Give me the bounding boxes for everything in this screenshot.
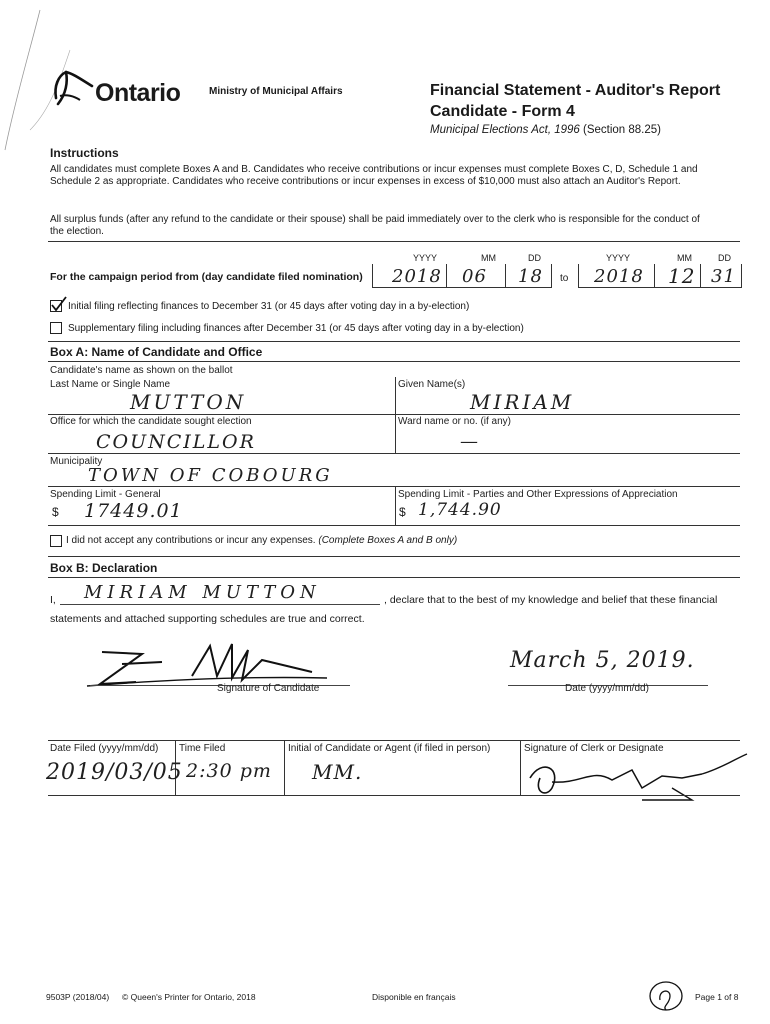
time-filed-label: Time Filed [179, 743, 226, 754]
date-field-border [578, 264, 579, 288]
declaration-text-line2: statements and attached supporting schedules are true and correct. [50, 613, 365, 625]
col-yyyy-from: YYYY [413, 253, 438, 263]
divider [48, 361, 740, 362]
municipality-label: Municipality [50, 456, 103, 467]
supplementary-filing-checkbox[interactable] [50, 322, 62, 334]
clerk-signature-label: Signature of Clerk or Designate [524, 743, 664, 754]
date-field-border [654, 264, 655, 288]
to-month-field[interactable]: 12 [668, 264, 696, 288]
act-section: (Section 88.25) [583, 124, 661, 136]
spending-general-field[interactable]: 17449.01 [84, 500, 183, 522]
instructions-heading: Instructions [50, 146, 119, 160]
field-divider [395, 377, 396, 415]
filer-initial-field[interactable]: MM. [312, 760, 363, 784]
field-divider [395, 486, 396, 526]
col-yyyy-to: YYYY [606, 253, 631, 263]
spending-parties-label: Spending Limit - Parties and Other Expressions of Appreciation [398, 489, 678, 500]
spending-general-currency: $ [52, 505, 59, 519]
given-name-label: Given Name(s) [398, 379, 466, 390]
office-label: Office for which the candidate sought election [50, 416, 252, 427]
date-field-border [551, 264, 552, 288]
declarant-name-field[interactable]: MIRIAM MUTTON [84, 582, 321, 603]
divider [48, 795, 740, 796]
from-day-field[interactable]: 18 [518, 266, 543, 287]
form-code: 9503P (2018/04) [46, 992, 110, 1002]
office-field[interactable]: COUNCILLOR [96, 431, 256, 453]
no-contributions-text [66, 535, 457, 546]
date-filed-field[interactable]: 2019/03/05 [46, 760, 183, 785]
ontario-trillium-icon [48, 66, 96, 108]
from-year-field[interactable]: 2018 [392, 266, 442, 287]
no-contributions-checkbox[interactable] [50, 535, 62, 547]
declaration-date-label: Date (yyyy/mm/dd) [565, 683, 649, 694]
field-divider [284, 740, 285, 795]
ward-label: Ward name or no. (if any) [398, 416, 512, 427]
col-dd-to: DD [718, 253, 731, 263]
divider [48, 341, 740, 342]
filer-initial-label: Initial of Candidate or Agent (if filed in person) [288, 743, 491, 754]
field-divider [395, 414, 396, 454]
given-name-field[interactable]: MIRIAM [470, 390, 575, 414]
campaign-period-label: For the campaign period from (day candidate filed nomination) [50, 271, 363, 283]
form-title-line2: Candidate - Form 4 [430, 103, 575, 120]
spending-general-label: Spending Limit - General [50, 489, 161, 500]
municipality-field[interactable]: TOWN OF COBOURG [88, 465, 333, 486]
divider [48, 241, 740, 242]
copyright: © Queen's Printer for Ontario, 2018 [122, 992, 256, 1002]
french-available: Disponible en français [372, 992, 456, 1002]
signature-candidate-label: Signature of Candidate [217, 683, 320, 694]
divider [48, 577, 740, 578]
divider [48, 486, 740, 487]
from-month-field[interactable]: 06 [462, 266, 487, 287]
last-name-label: Last Name or Single Name [50, 379, 171, 390]
spending-parties-currency: $ [399, 505, 406, 519]
ministry-name: Ministry of Municipal Affairs [209, 86, 343, 97]
date-field-border [505, 264, 506, 288]
field-divider [520, 740, 521, 795]
initial-filing-label: Initial filing reflecting finances to December 31 (or 45 days after voting day in a by-election) [68, 301, 470, 312]
col-mm-to: MM [677, 253, 692, 263]
initial-filing-checkbox[interactable] [50, 300, 62, 312]
page-number: Page 1 of 8 [695, 992, 739, 1002]
divider [48, 414, 740, 415]
divider [48, 453, 740, 454]
divider [48, 740, 740, 741]
instructions-para1: All candidates must complete Boxes A and B. Candidates who receive contributions or incur expenses must complete Boxes C, D, Schedule 1 and Schedule 2 as appropriate. Candidates who receive contributions or incur expenses in excess of $10,000 must also attach an Auditor's Report. [50, 164, 698, 187]
instructions-para2: All surplus funds (after any refund to the candidate or their spouse) shall be paid immediately over to the clerk who is responsible for the conduct of the election. [50, 214, 700, 237]
to-day-field[interactable]: 31 [711, 266, 736, 287]
col-dd-from: DD [528, 253, 541, 263]
form-title-line1: Financial Statement - Auditor's Report [430, 82, 721, 99]
no-contributions-label: I did not accept any contributions or incur any expenses. [66, 535, 316, 546]
date-field-border [446, 264, 447, 288]
ontario-logo-text: Ontario [95, 79, 181, 107]
date-field-border [741, 264, 742, 288]
clerk-signature[interactable] [522, 748, 752, 812]
to-year-field[interactable]: 2018 [594, 266, 644, 287]
to-label: to [560, 273, 569, 284]
act-reference [430, 124, 661, 136]
box-a-title: Box A: Name of Candidate and Office [50, 345, 263, 359]
ward-field[interactable]: — [460, 431, 479, 452]
no-contributions-note: (Complete Boxes A and B only) [318, 535, 458, 546]
declarant-underline [60, 604, 380, 605]
date-field-border [578, 287, 741, 288]
act-name: Municipal Elections Act, 1996 [430, 124, 580, 136]
spending-parties-field[interactable]: 1,744.90 [418, 500, 502, 520]
ballot-name-label: Candidate's name as shown on the ballot [50, 365, 233, 376]
declaration-text: , declare that to the best of my knowledge and belief that these financial [384, 594, 718, 606]
supplementary-filing-label: Supplementary filing including finances after December 31 (or 45 days after voting day in a by-election) [68, 323, 524, 334]
date-field-border [700, 264, 701, 288]
date-field-border [372, 287, 551, 288]
date-filed-label: Date Filed (yyyy/mm/dd) [50, 743, 159, 754]
declaration-i-label: I, [50, 594, 56, 606]
divider [48, 556, 740, 557]
checkmark-icon [50, 296, 68, 314]
date-field-border [372, 264, 373, 288]
box-b-title: Box B: Declaration [50, 561, 158, 575]
last-name-field[interactable]: MUTTON [130, 390, 247, 414]
circled-initial-mark [646, 978, 686, 1014]
declaration-date-field[interactable]: March 5, 2019. [510, 648, 695, 673]
col-mm-from: MM [481, 253, 496, 263]
divider [48, 525, 740, 526]
time-filed-field[interactable]: 2:30 pm [186, 760, 272, 782]
